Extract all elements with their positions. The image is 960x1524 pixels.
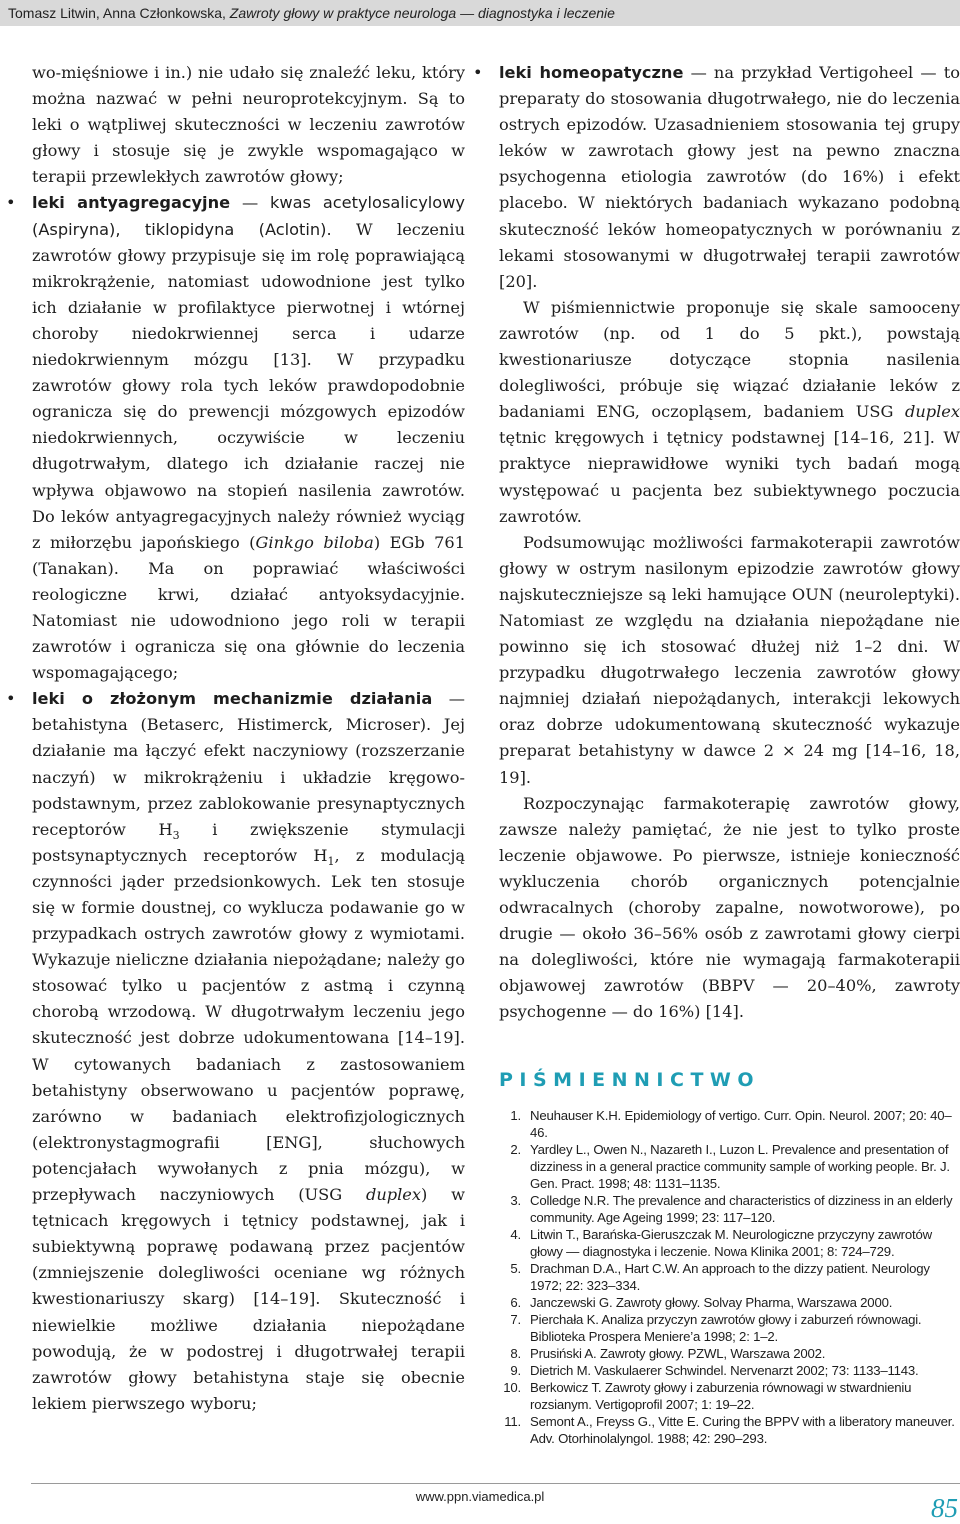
bullet-icon: • — [6, 689, 16, 709]
reference-number: 11. — [504, 1414, 521, 1429]
reference-item — [499, 1141, 960, 1192]
reference-item — [499, 1311, 960, 1345]
reference-item — [499, 1379, 960, 1413]
references-list — [499, 1107, 960, 1447]
reference-text: Semont A., Freyss G., Vitte E. Curing the BPPV with a liberatory maneuver. Adv. Otorhinolalyngol. 1988; 42: 290–293. — [530, 1414, 955, 1446]
reference-text: Janczewski G. Zawroty głowy. Solvay Pharma, Warszawa 2000. — [530, 1295, 893, 1310]
reference-item — [499, 1345, 960, 1362]
paragraph: Rozpoczynając farmakoterapię zawrotów głowy, zawsze należy pamiętać, że nie jest to tylko proste leczenie objawowe. Po pierwsze, istnieje konieczność wykluczenia chorób organicznych potencjalnie odwracalnych (choroby zapalne, nowotworowe), po drugie — około 36–56% osób z zawrotami głowy cierpi na dolegliwości, które nie wymagają farmakoterapii objawowej zawrotów (BBPV — 20–40%, zawroty psychogenne — do 16%) [14]. — [499, 793, 960, 1022]
reference-text: Yardley L., Owen N., Nazareth I., Luzon L. Prevalence and presentation of dizziness in a general practice community sample of working people. Br. J. Gen. Pract. 1998; 48: 1131–1135. — [530, 1142, 950, 1191]
reference-text: Neuhauser K.H. Epidemiology of vertigo. Curr. Opin. Neurol. 2007; 20: 40–46. — [530, 1108, 952, 1140]
bullet-antiplatelet: • leki antyagregacyjne — kwas acetylosalicylowy (Aspiryna), tiklopidyna (Aclotin). W leczeniu zawrotów głowy przypisuje się im rolę poprawiającą mikrokrążenie, natomiast udowodnione jest tylko ich działanie w profilaktyce pierwotnej i wtórnej choroby niedokrwiennej serca i udarze niedokrwiennym mózgu [13]. W przypadku zawrotów głowy rola tych leków prawdopodobnie ogranicza się do prewencji mózgowych epizodów niedokrwiennych, oczywiście w leczeniu długotrwałym, dlatego ich działanie raczej nie wpływa objawowo na stopień nasilenia zawrotów. Do leków antyagregacyjnych należy również wyciąg z miłorzębu japońskiego (Ginkgo biloba) EGb 761 (Tanakan). Ma on poprawiać właściwości reologiczne krwi, działać antyoksydacyjnie. Natomiast nie udowodniono jego roli w terapii zawrotów i ogranicza się ona głównie do leczenia wspomagającego; — [32, 190, 465, 686]
reference-item — [499, 1362, 960, 1379]
bullet-term: leki antyagregacyjne — [32, 193, 231, 213]
bullet-term: leki homeopatyczne — [499, 63, 684, 82]
right-column — [473, 60, 960, 1025]
reference-number: 7. — [510, 1312, 521, 1327]
bullet-icon: • — [6, 193, 16, 213]
reference-number: 5. — [510, 1261, 521, 1276]
running-head — [0, 0, 960, 26]
reference-number: 9. — [510, 1363, 521, 1378]
reference-item — [499, 1260, 960, 1294]
footer-url: www.ppn.viamedica.pl — [415, 1489, 545, 1504]
reference-item — [499, 1226, 960, 1260]
page-number: 85 — [931, 1493, 958, 1523]
bullet-icon: • — [473, 63, 483, 82]
reference-text: Colledge N.R. The prevalence and characteristics of dizziness in an elderly community. Age Ageing 1999; 23: 117–120. — [530, 1193, 953, 1225]
reference-item — [499, 1413, 960, 1447]
bullet-term: leki o złożonym mechanizmie działania — [32, 689, 433, 709]
paragraph: W piśmiennictwie proponuje się skale samooceny zawrotów (np. od 1 do 5 pkt.), powstają kwestionariusze dotyczące stopnia nasilenia dolegliwości, próbuje się wiązać działanie leków z badaniami ENG, oczopląsem, badaniem USG duplex tętnic kręgowych i tętnicy podstawnej [14–16, 21]. W praktyce nieprawidłowe wyniki tych badań mogą występować u pacjenta bez subiektywnego poczucia zawrotów. — [499, 297, 960, 526]
reference-number: 1. — [510, 1108, 521, 1123]
reference-text: Drachman D.A., Hart C.W. An approach to the dizzy patient. Neurology 1972; 22: 323–334. — [530, 1261, 930, 1293]
bullet-homeopathic: • leki homeopatyczne — na przykład Vertigoheel — to preparaty do stosowania długotrwałego, nie do leczenia ostrych epizodów. Uzasadnieniem stosowania tej grupy leków w zawrotach głowy jest na pewno znaczna psychogenna etiologia zawrotów (do 16%) i efekt placebo. W niektórych badaniach wykazano podobną skuteczność leków homeopatycznych w porównaniu z lekami stosowanymi w długotrwałej terapii zawrotów [20]. — [499, 60, 960, 295]
reference-item — [499, 1294, 960, 1311]
reference-text: Pierchała K. Analiza przyczyn zawrotów głowy i zaburzeń równowagi. Biblioteka Prospera Meniere’a 1998; 2: 1–2. — [530, 1312, 922, 1344]
reference-number: 8. — [510, 1346, 521, 1361]
reference-text: Dietrich M. Vaskulaerer Schwindel. Nervenarzt 2002; 73: 1133–1143. — [530, 1363, 919, 1378]
reference-item — [499, 1192, 960, 1226]
reference-number: 2. — [510, 1142, 521, 1157]
reference-text: Litwin T., Barańska-Gieruszczak M. Neurologiczne przyczyny zawrotów głowy — diagnostyka i leczenie. Nowa Klinika 2001; 8: 724–729. — [530, 1227, 932, 1259]
bullet-complex-mechanism: • leki o złożonym mechanizmie działania — betahistyna (Betaserc, Histimerck, Microser). Jej działanie ma łączyć efekt naczyniowy (rozszerzanie naczyń) w mikrokrążeniu i układzie kręgowo-podstawnym, przez zablokowanie presynaptycznych receptorów $H_3$ i zwiększenie stymulacji postsynaptycznych receptorów $H_1$, z modulacją czynności jąder przedsionkowych. Lek ten stosuje się w formie doustnej, co wyklucza podawanie go w przypadkach ostrych zawrotów głowy z wymiotami. Wykazuje nieliczne działania niepożądane; należy go stosować tylko u pacjentów z astmą i czynną chorobą wrzodową. W długotrwałym leczeniu jego skuteczność jest dobrze udokumentowana [14–19]. W cytowanych badaniach z zastosowaniem betahistyny obserwowano u pacjentów poprawę, zarówno w badaniach elektrofizjologicznych (elektronystagmografii [ENG], słuchowych potencjałach wywołanych z pnia mózgu), w przepływach naczyniowych (USG duplex) w tętnicach kręgowych i tętnicy podstawnej, jak i subiektywną poprawę podawaną przez pacjentów (zmniejszenie dolegliwości oceniane wg różnych kwestionariuszy skarg) [14–19]. Skuteczność i niewielkie możliwe działania niepożądane powodują, że w podostrej i długotrwałej terapii zawrotów głowy betahistyna staje się obecnie lekiem pierwszego wyboru; — [32, 686, 465, 1417]
references-heading: PIŚMIENNICTWO — [499, 1069, 761, 1091]
reference-number: 6. — [510, 1295, 521, 1310]
reference-number: 3. — [510, 1193, 521, 1208]
reference-item — [499, 1107, 960, 1141]
reference-number: 10. — [503, 1380, 521, 1395]
header-article-title: Zawroty głowy w praktyce neurologa — diagnostyka i leczenie — [229, 5, 615, 21]
reference-text: Berkowicz T. Zawroty głowy i zaburzenia równowagi w stwardnieniu rozsianym. Vertigoprofil 2007; 1: 19–22. — [530, 1380, 912, 1412]
reference-number: 4. — [510, 1227, 521, 1242]
header-authors: Tomasz Litwin, Anna Członkowska, — [8, 5, 226, 21]
reference-text: Prusiński A. Zawroty głowy. PZWL, Warszawa 2002. — [530, 1346, 826, 1361]
paragraph: wo-mięśniowe i in.) nie udało się znaleźć leku, który można nazwać w pełni neuroprotekcyjnym. Są to leki o wątpliwej skuteczności w leczeniu zawrotów głowy i stosuje się je zwykle wspomagająco w terapii przewlekłych zawrotów głowy; — [32, 63, 465, 187]
left-column — [6, 60, 465, 1417]
footer-divider — [31, 1483, 960, 1484]
paragraph: Podsumowując możliwości farmakoterapii zawrotów głowy w ostrym nasilonym epizodzie zawrotów głowy najskuteczniejsze są leki hamujące OUN (neuroleptyki). Natomiast ze względu na działania niepożądane nie powinno się ich stosować dłużej niż 1–2 dni. W przypadku długotrwałego leczenia zawrotów głowy najmniej działań niepożądanych, interakcji lekowych oraz dobrze udokumentowaną skuteczność wykazuje preparat betahistyny w dawce 2 × 24 mg [14–16, 18, 19]. — [499, 532, 960, 787]
